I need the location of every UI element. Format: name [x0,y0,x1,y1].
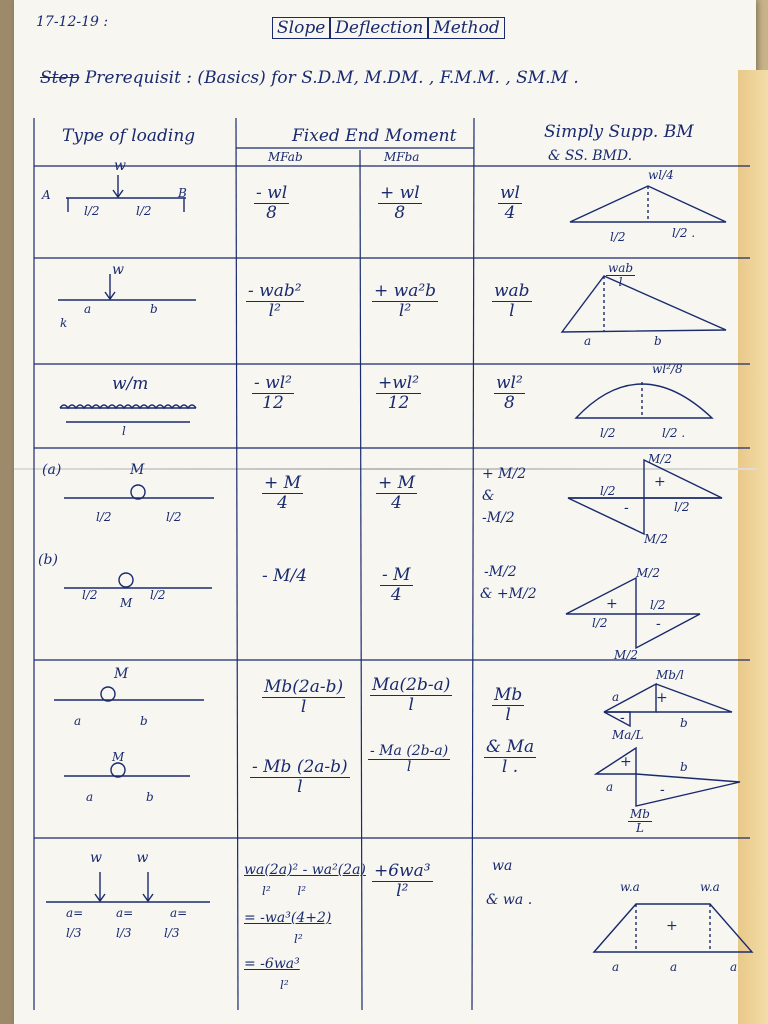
row3-span: l [122,424,126,438]
row6-mab2: $\frac{- Mb (2a-b)}{l}$ [252,757,348,797]
row6-bm: $\frac{Mb}{l}$ [494,685,523,725]
row7-mab-6: l² [280,978,289,992]
row4-bm-1: + M/2 [482,466,527,482]
row7-loads: w w [90,850,149,866]
col-fem-header: Fixed End Moment [292,126,457,146]
row2-bmd-b: b [654,334,662,348]
row7-bmd-a1: a [612,960,620,974]
row7-bmd-a2: a [670,960,678,974]
row1-bmd-peak: wl/4 [648,168,674,182]
row2-label-k: k [60,316,68,330]
row1-label-b: B [178,186,187,200]
row6-mba2: $\frac{- Ma (2b-a)}{l}$ [370,743,449,776]
row2-label-b: b [150,302,158,316]
row4-load: M [130,462,145,478]
row7-l3: l/3 [164,926,180,940]
row4-half2: l/2 [166,510,182,524]
row7-mab-1: wa(2a)² - wa²(2a) [244,862,366,878]
row5-bmd-minus: - [656,616,661,632]
row4-bm-2: & [482,488,495,504]
row1-bmd-l2: l/2 . [672,226,696,240]
col-type-header: Type of loading [62,126,196,146]
row4-bmd-plus: + [654,474,666,490]
row6-bmd-a: a [612,690,620,704]
row2-load: w [112,262,124,278]
col-mab-header: MFab [268,150,303,164]
row6-b: b [140,714,148,728]
row1-load: w [114,158,126,174]
row7-mab-2: l² l² [262,884,306,898]
row4-bmd-top: M/2 [648,452,672,466]
row5-bmd-l2: l/2 [650,598,666,612]
row6-bmd-b: b [680,716,688,730]
row6-m2: M [112,750,125,764]
row2-label-a: a [84,302,92,316]
row4-bmd-bot: M/2 [644,532,668,546]
row1-mab: $\frac{- wl}{8}$ [256,183,288,223]
row6-b2: b [146,790,154,804]
row5-bm-1: -M/2 [484,564,517,580]
row1-label-half1: l/2 [84,204,100,218]
row4-mab: $\frac{+ M}{4}$ [264,473,302,513]
row1-bmd-l1: l/2 [610,230,626,244]
row6-bmd2-plus: + [620,754,632,770]
row6-mab: $\frac{Mb(2a-b)}{l}$ [264,677,344,717]
row3-bmd-peak: wl²/8 [652,362,683,376]
row7-a3: a= [170,906,188,920]
row2-bm: wab l [494,281,530,321]
row6-bmd2-bot: $\frac{Mb}{L}$ [630,807,650,836]
row5-moment: M [120,596,133,610]
row7-mab-4: l² [294,932,303,946]
row4-mba: $\frac{+ M}{4}$ [378,473,416,513]
date-text: 17-12-19 : [36,14,109,30]
row3-mba: $\frac{\text{+wl²}}{12}$ [378,373,420,413]
row5-mba: $\frac{- M}{4}$ [382,565,411,605]
row3-mab: $\frac{\text{- wl²}}{12}$ [254,373,292,413]
prerequisite-line: Step Prerequisit : (Basics) for S.D.M, M.DM. , F.M.M. , SM.M . [40,68,579,88]
row2-bmd-a: a [584,334,592,348]
row7-bmd-a3: a [730,960,738,974]
row4-tag: (a) [42,462,62,478]
row5-bmd-plus: + [606,596,618,612]
row6-bmd2-minus: - [660,782,665,798]
row6-bmd-plus: + [656,690,668,706]
row5-mab: - M/4 [262,566,308,586]
row7-a1: a= [66,906,84,920]
row6-a2: a [86,790,94,804]
col-ssbmd-header: & SS. BMD. [548,148,633,164]
row3-bmd-l2: l/2 . [662,426,686,440]
row5-tag: (b) [38,552,58,568]
row7-bm-1: wa [492,858,513,874]
row1-bm: $\frac{wl}{4}$ [500,183,520,223]
row7-mba: $\frac{\text{+6wa³}}{\text{l²}}$ [374,861,431,901]
row5-half2: l/2 [150,588,166,602]
row2-bmd-peak: wab l [608,261,634,290]
row5-half1: l/2 [82,588,98,602]
row4-bm-3: -M/2 [482,510,515,526]
row7-a2: a= [116,906,134,920]
row6-bmd2-b: b [680,760,688,774]
row4-bmd-minus: - [624,500,629,516]
row1-label-half2: l/2 [136,204,152,218]
row7-l1: l/3 [66,926,82,940]
row7-bm-2: & wa . [486,892,533,908]
row6-a: a [74,714,82,728]
row7-l2: l/3 [116,926,132,940]
col-mba-header: MFba [384,150,420,164]
row6-bm2: $\frac{\& Ma}{l .}$ [486,737,535,777]
row6-bmd-top: Mb/l [656,668,684,682]
row5-bmd-bot: M/2 [614,648,638,662]
page-title: Slope Deflection Method [272,18,505,38]
row7-bmd-wa1: w.a [620,880,640,894]
row6-mba: $\frac{Ma(2b-a)}{l}$ [372,675,451,715]
row3-bm: $\frac{\text{wl²}}{8}$ [496,373,523,413]
row2-mab: - wab² l² [248,281,302,321]
row7-bmd-plus: + [666,918,678,934]
row5-bmd-l1: l/2 [592,616,608,630]
row7-mab-3: = -wa³(4+2) [244,910,332,926]
row6-bmd2-a: a [606,780,614,794]
row1-mba: $\frac{+ wl}{8}$ [380,183,420,223]
row4-bmd-l1: l/2 [600,484,616,498]
row7-bmd-wa2: w.a [700,880,720,894]
row6-bmd-mal: Ma/L [612,728,644,742]
row5-bmd-top: M/2 [636,566,660,580]
row6-load: M [114,666,129,682]
row3-load: w/m [112,374,149,394]
row3-bmd-l1: l/2 [600,426,616,440]
row7-mab-5: = -6wa³ [244,956,300,972]
row5-bm-2: & +M/2 [480,586,537,602]
row4-half1: l/2 [96,510,112,524]
row1-label-a: A [42,188,51,202]
row4-bmd-l2: l/2 [674,500,690,514]
row6-bmd-minus: - [620,710,625,726]
col-ss-header: Simply Supp. BM [544,122,694,142]
row2-mba: $\frac{\text{+ wa²b}}{\text{l²}}$ [374,281,437,321]
